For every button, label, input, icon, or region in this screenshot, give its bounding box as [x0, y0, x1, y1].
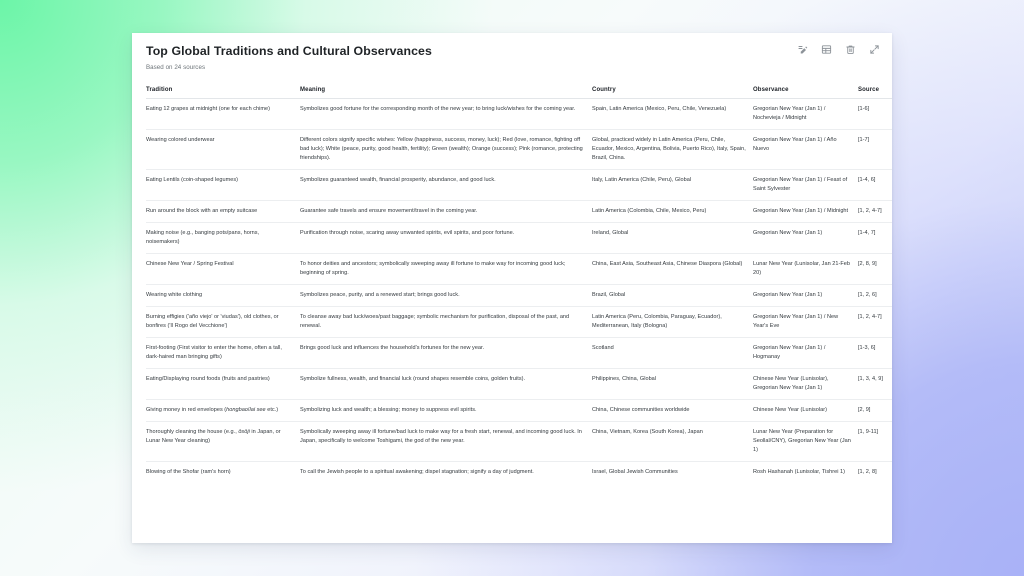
cell-observance: Gregorian New Year (Jan 1) / Midnight: [753, 200, 858, 222]
cell-meaning: Purification through noise, scaring away unwanted spirits, evil spirits, and poor fortune.: [300, 222, 592, 253]
traditions-card: [132, 33, 892, 543]
table-row: [146, 200, 892, 222]
table-row: [146, 337, 892, 368]
cell-observance: Gregorian New Year (Jan 1) / Feast of Saint Sylvester: [753, 169, 858, 200]
cell-meaning: Brings good luck and influences the household's fortunes for the new year.: [300, 337, 592, 368]
cell-source: [1-3, 6]: [858, 337, 892, 368]
cell-observance: Chinese New Year (Lunisolar): [753, 399, 858, 421]
cell-meaning: Symbolizing luck and wealth; a blessing; money to suppress evil spirits.: [300, 399, 592, 421]
cell-source: [1, 2, 8]: [858, 468, 877, 475]
cell-observance: Gregorian New Year (Jan 1): [753, 222, 858, 253]
cell-observance: Lunar New Year (Lunisolar, Jan 21-Feb 20): [753, 253, 858, 284]
cell-meaning: To cleanse away bad luck/woes/past baggage; symbolic mechanism for purification, disposal of the past, and renewal.: [300, 306, 592, 337]
cell-country: Latin America (Colombia, Chile, Mexico, Peru): [592, 200, 753, 222]
table-head: [146, 80, 892, 99]
cell-source: [1, 3, 4, 9]: [858, 368, 892, 399]
card-header: [132, 33, 892, 80]
cell-meaning: To honor deities and ancestors; symbolically sweeping away ill fortune to make way for incoming good luck; beginning of spring.: [300, 253, 592, 284]
cell-observance: Gregorian New Year (Jan 1) / New Year's Eve: [753, 306, 858, 337]
table-row: [146, 306, 892, 337]
table-row: [146, 169, 892, 200]
cell-tradition: Wearing colored underwear: [146, 129, 300, 169]
cell-source: [1, 2, 6]: [858, 284, 892, 306]
column-header-meaning[interactable]: Meaning: [300, 80, 592, 99]
cell-source: [2, 9]: [858, 399, 892, 421]
traditions-table: [146, 80, 892, 483]
cell-observance: Rosh Hashanah (Lunisolar, Tishrei 1): [753, 468, 845, 475]
column-header-country[interactable]: Country: [592, 80, 753, 99]
table-icon[interactable]: [820, 43, 833, 56]
header-actions: [796, 43, 881, 56]
table-row: [146, 461, 892, 482]
trash-icon[interactable]: [844, 43, 857, 56]
cell-country: Global, practiced widely in Latin America (Peru, Chile, Ecuador, Mexico, Argentina, Bolivia, Puerto Rico), Italy, Spain, Brazil, China.: [592, 129, 753, 169]
cell-meaning: Different colors signify specific wishes: Yellow (happiness, success, money, luck); Red (love, romance, fighting off bad luck); White (peace, purity, good health, fertility); Green (wealth); Orange (success); Pink (romance, protecting friendships).: [300, 129, 592, 169]
table-row: [146, 253, 892, 284]
cell-tradition: Wearing white clothing: [146, 284, 300, 306]
table-container: [132, 80, 892, 483]
cell-meaning: Guarantee safe travels and ensure movement/travel in the coming year.: [300, 200, 592, 222]
table-row: [146, 421, 892, 461]
cell-observance: Chinese New Year (Lunisolar), Gregorian New Year (Jan 1): [753, 368, 858, 399]
cell-tradition: Burning effigies ('año viejo' or 'viudas'), old clothes, or bonfires ('Il Rogo del Vecchione'): [146, 306, 300, 337]
cell-meaning: Symbolizes guaranteed wealth, financial prosperity, abundance, and good luck.: [300, 169, 592, 200]
cell-observance: Gregorian New Year (Jan 1): [753, 284, 858, 306]
cell-meaning: Symbolize fullness, wealth, and financial luck (round shapes resemble coins, golden fruits).: [300, 368, 592, 399]
cell-tradition: First-footing (First visitor to enter the home, often a tall, dark-haired man bringing gifts): [146, 337, 300, 368]
cell-meaning: Symbolizes peace, purity, and a renewed start; brings good luck.: [300, 284, 592, 306]
cell-observance: Gregorian New Year (Jan 1) / Nochevieja / Midnight: [753, 99, 858, 130]
column-header-tradition[interactable]: Tradition: [146, 80, 300, 99]
cell-meaning: Symbolizes good fortune for the corresponding month of the new year; to bring luck/wishes for the coming year.: [300, 99, 592, 130]
cell-country: Italy, Latin America (Chile, Peru), Global: [592, 169, 753, 200]
cell-tradition: Blowing of the Shofar (ram's horn): [146, 468, 231, 475]
table-body: [146, 99, 892, 483]
cell-country: China, Chinese communities worldwide: [592, 399, 753, 421]
cell-meaning: Symbolically sweeping away ill fortune/bad luck to make way for a fresh start, renewal, and incoming good luck. In Japan, specifically to welcome Toshigami, the god of the new year.: [300, 421, 592, 461]
cell-tradition: Eating 12 grapes at midnight (one for each chime): [146, 99, 300, 130]
cell-source: [1-4, 6]: [858, 169, 892, 200]
cell-tradition: Making noise (e.g., banging pots/pans, horns, noisemakers): [146, 222, 300, 253]
cell-observance: Gregorian New Year (Jan 1) / Hogmanay: [753, 337, 858, 368]
card-subtitle: Based on 24 sources: [146, 64, 206, 71]
cell-source: [1, 2, 4-7]: [858, 306, 892, 337]
expand-icon[interactable]: [868, 43, 881, 56]
cell-tradition: Chinese New Year / Spring Festival: [146, 253, 300, 284]
table-row: [146, 284, 892, 306]
cell-source: [1, 2, 4-7]: [858, 200, 892, 222]
cell-observance: Lunar New Year (Preparation for Seollal/CNY), Gregorian New Year (Jan 1): [753, 421, 858, 461]
table-header-row: [146, 80, 892, 99]
cell-tradition: Giving money in red envelopes (hongbao/lai see etc.): [146, 399, 300, 421]
cell-tradition: Eating Lentils (coin-shaped legumes): [146, 169, 300, 200]
cell-tradition: Thoroughly cleaning the house (e.g., ōsōji in Japan, or Lunar New Year cleaning): [146, 421, 300, 461]
table-row: [146, 99, 892, 130]
column-header-source[interactable]: Source: [858, 80, 892, 99]
table-row: [146, 129, 892, 169]
cell-country: Scotland: [592, 337, 753, 368]
cell-country: Ireland, Global: [592, 222, 753, 253]
edit-sparkle-icon[interactable]: [796, 43, 809, 56]
cell-country: Spain, Latin America (Mexico, Peru, Chile, Venezuela): [592, 99, 753, 130]
cell-source: [2, 8, 9]: [858, 253, 892, 284]
cell-country: Latin America (Peru, Colombia, Paraguay, Ecuador), Mediterranean, Italy (Bologna): [592, 306, 753, 337]
table-row: [146, 222, 892, 253]
cell-source: [1-6]: [858, 99, 892, 130]
page-title: Top Global Traditions and Cultural Observances: [146, 44, 432, 58]
cell-source: [1-7]: [858, 129, 892, 169]
cell-source: [1, 9-11]: [858, 421, 892, 461]
cell-country: China, East Asia, Southeast Asia, Chinese Diaspora (Global): [592, 253, 753, 284]
cell-observance: Gregorian New Year (Jan 1) / Año Nuevo: [753, 129, 858, 169]
table-row: [146, 399, 892, 421]
cell-source: [1-4, 7]: [858, 222, 892, 253]
table-row: [146, 368, 892, 399]
cell-country: Brazil, Global: [592, 284, 753, 306]
cell-tradition: Eating/Displaying round foods (fruits and pastries): [146, 368, 300, 399]
cell-country: Philippines, China, Global: [592, 368, 753, 399]
cell-country: Israel, Global Jewish Communities: [592, 468, 678, 475]
column-header-observance[interactable]: Observance: [753, 80, 858, 99]
cell-meaning: To call the Jewish people to a spiritual awakening; dispel stagnation; signify a day of judgment.: [300, 468, 534, 475]
cell-country: China, Vietnam, Korea (South Korea), Japan: [592, 421, 753, 461]
cell-tradition: Run around the block with an empty suitcase: [146, 200, 300, 222]
